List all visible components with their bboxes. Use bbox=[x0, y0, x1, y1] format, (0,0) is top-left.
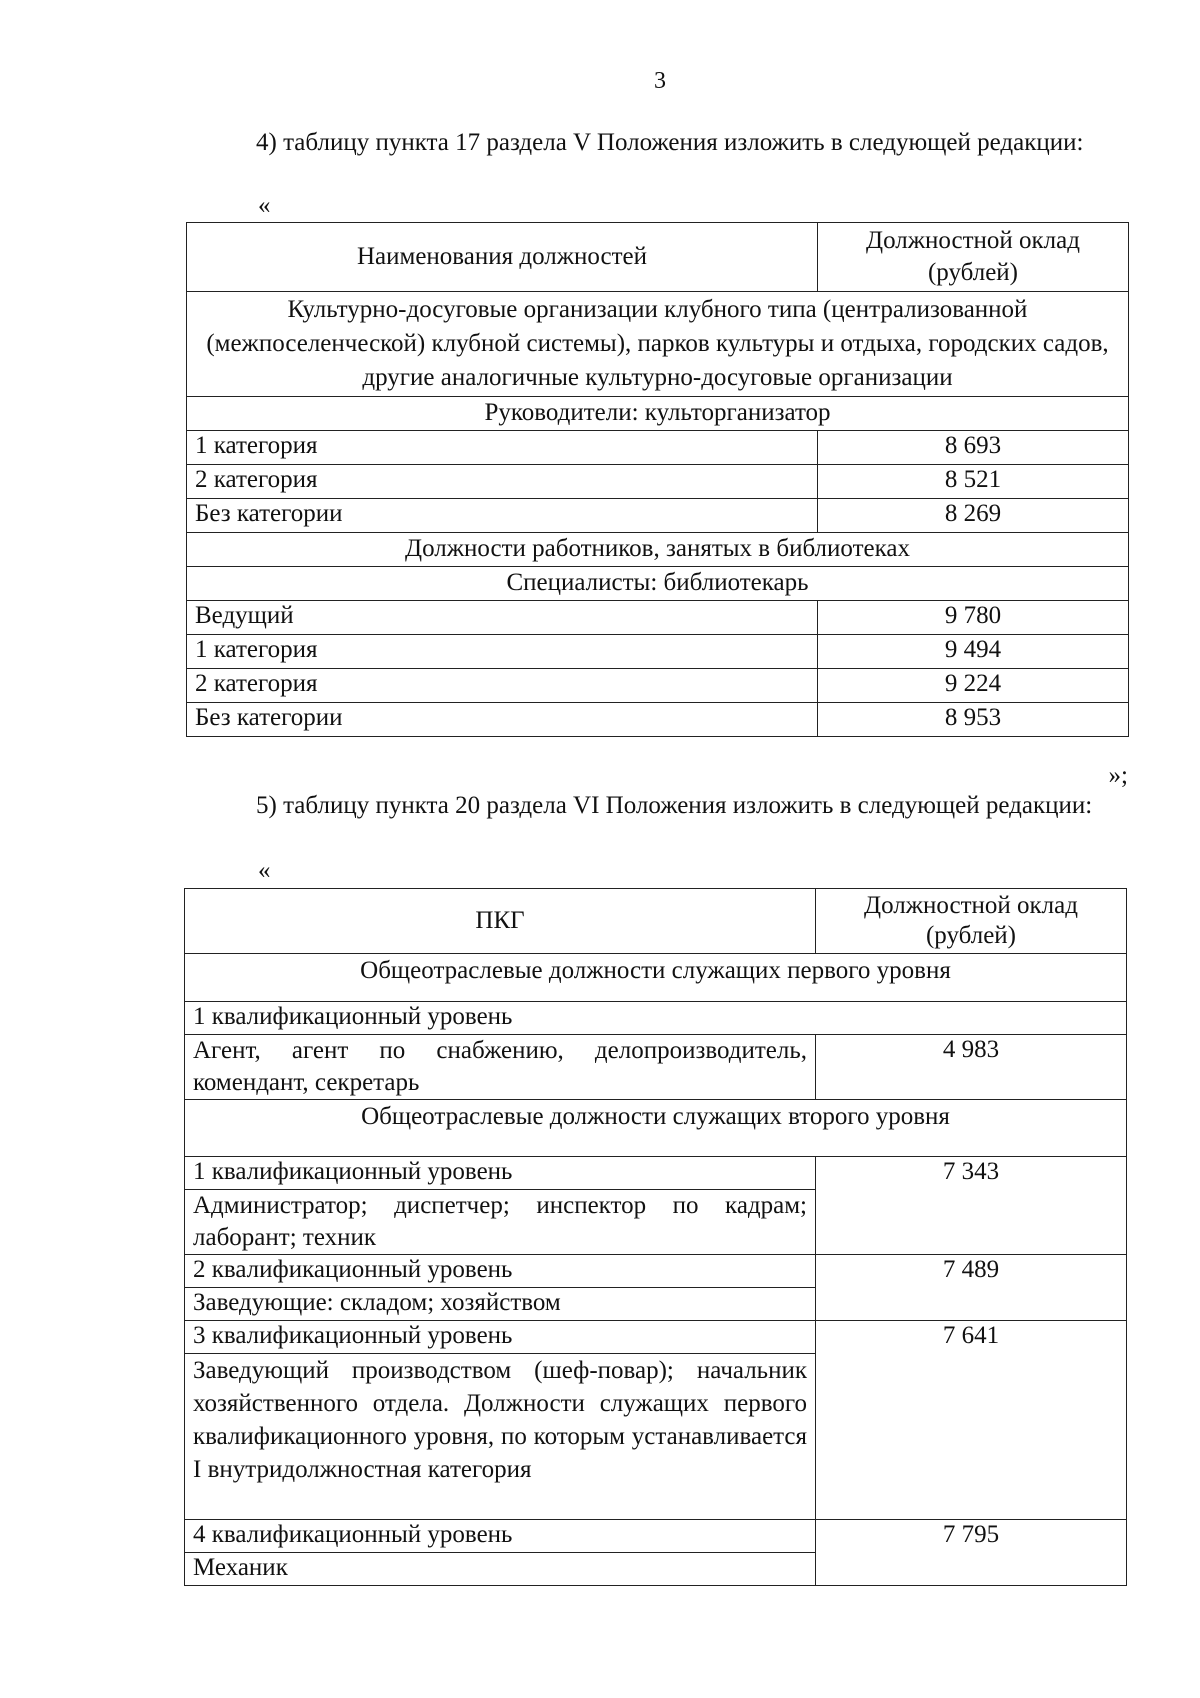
table-row bbox=[187, 703, 1129, 737]
salary-table-section-5 bbox=[186, 222, 1129, 737]
subgroup-row bbox=[187, 567, 1129, 601]
header-pkg: ПКГ bbox=[185, 889, 816, 954]
cell-salary: 4 983 bbox=[816, 1035, 1127, 1100]
table-header-row bbox=[185, 889, 1127, 954]
cell-position: Без категории bbox=[187, 703, 818, 737]
group-cultural-organizations: Культурно-досуговые организации клубного типа (централизованной (межпоселенческой) клубной системы), парков культуры и отдыха, городских садов, другие аналогичные культурно-досуговые организации bbox=[187, 292, 1129, 397]
table-row bbox=[187, 465, 1129, 499]
paragraph-item-4-text: 4) таблицу пункта 17 раздела V Положения изложить в следующей редакции: bbox=[256, 129, 1084, 156]
cell-positions: Заведующие: складом; хозяйством bbox=[185, 1288, 816, 1321]
cell-salary: 7 343 bbox=[816, 1157, 1127, 1255]
table-row bbox=[187, 669, 1129, 703]
cell-position: Без категории bbox=[187, 499, 818, 533]
cell-position: 1 категория bbox=[187, 635, 818, 669]
cell-salary: 8 521 bbox=[818, 465, 1129, 499]
header-salary: Должностной оклад (рублей) bbox=[816, 889, 1127, 954]
cell-position: 2 категория bbox=[187, 465, 818, 499]
header-salary: Должностной оклад (рублей) bbox=[818, 223, 1129, 292]
cell-salary: 8 693 bbox=[818, 431, 1129, 465]
subgroup-row bbox=[187, 397, 1129, 431]
closing-quote: »; bbox=[1108, 762, 1128, 789]
opening-quote: « bbox=[258, 857, 271, 884]
cell-position: 2 категория bbox=[187, 669, 818, 703]
table-row bbox=[187, 601, 1129, 635]
table-row bbox=[187, 431, 1129, 465]
cell-qualification-level: 1 квалификационный уровень bbox=[185, 1002, 1127, 1035]
section-row bbox=[185, 1100, 1127, 1157]
paragraph-item-5-text: 5) таблицу пункта 20 раздела VI Положения изложить в следующей редакции: bbox=[256, 792, 1093, 819]
cell-positions: Агент, агент по снабжению, делопроизводитель, комендант, секретарь bbox=[185, 1035, 816, 1100]
table-header-row bbox=[187, 223, 1129, 292]
group-row bbox=[187, 292, 1129, 397]
level-row bbox=[185, 1255, 1127, 1288]
salary-table-section-6 bbox=[184, 888, 1127, 1586]
group-libraries: Должности работников, занятых в библиотеках bbox=[187, 533, 1129, 567]
level-row bbox=[185, 1520, 1127, 1553]
table-row bbox=[187, 499, 1129, 533]
subgroup-managers: Руководители: культорганизатор bbox=[187, 397, 1129, 431]
opening-quote: « bbox=[258, 192, 271, 219]
cell-position: Ведущий bbox=[187, 601, 818, 635]
page-number: 3 bbox=[654, 68, 666, 94]
section-second-level: Общеотраслевые должности служащих второго уровня bbox=[185, 1100, 1127, 1157]
cell-salary: 7 489 bbox=[816, 1255, 1127, 1321]
level-row bbox=[185, 1321, 1127, 1354]
cell-salary: 7 641 bbox=[816, 1321, 1127, 1520]
subgroup-specialists: Специалисты: библиотекарь bbox=[187, 567, 1129, 601]
header-position-names: Наименования должностей bbox=[187, 223, 818, 292]
paragraph-item-4 bbox=[186, 127, 1131, 158]
cell-salary: 9 224 bbox=[818, 669, 1129, 703]
cell-salary: 9 780 bbox=[818, 601, 1129, 635]
cell-salary: 9 494 bbox=[818, 635, 1129, 669]
cell-position: 1 категория bbox=[187, 431, 818, 465]
paragraph-item-5 bbox=[186, 790, 1131, 821]
cell-salary: 7 795 bbox=[816, 1520, 1127, 1586]
section-row bbox=[185, 954, 1127, 1002]
group-row bbox=[187, 533, 1129, 567]
cell-salary: 8 953 bbox=[818, 703, 1129, 737]
cell-positions: Заведующий производством (шеф-повар); начальник хозяйственного отдела. Должности служащих первого квалификационного уровня, по которым устанавливается I внутридолжностная категория bbox=[185, 1354, 816, 1520]
level-row bbox=[185, 1157, 1127, 1190]
cell-positions: Администратор; диспетчер; инспектор по кадрам; лаборант; техник bbox=[185, 1190, 816, 1255]
cell-positions: Механик bbox=[185, 1553, 816, 1586]
cell-qualification-level: 2 квалификационный уровень bbox=[185, 1255, 816, 1288]
table-row bbox=[185, 1035, 1127, 1100]
level-row bbox=[185, 1002, 1127, 1035]
table-row bbox=[187, 635, 1129, 669]
cell-qualification-level: 4 квалификационный уровень bbox=[185, 1520, 816, 1553]
cell-qualification-level: 1 квалификационный уровень bbox=[185, 1157, 816, 1190]
cell-qualification-level: 3 квалификационный уровень bbox=[185, 1321, 816, 1354]
cell-salary: 8 269 bbox=[818, 499, 1129, 533]
section-first-level: Общеотраслевые должности служащих первого уровня bbox=[185, 954, 1127, 1002]
